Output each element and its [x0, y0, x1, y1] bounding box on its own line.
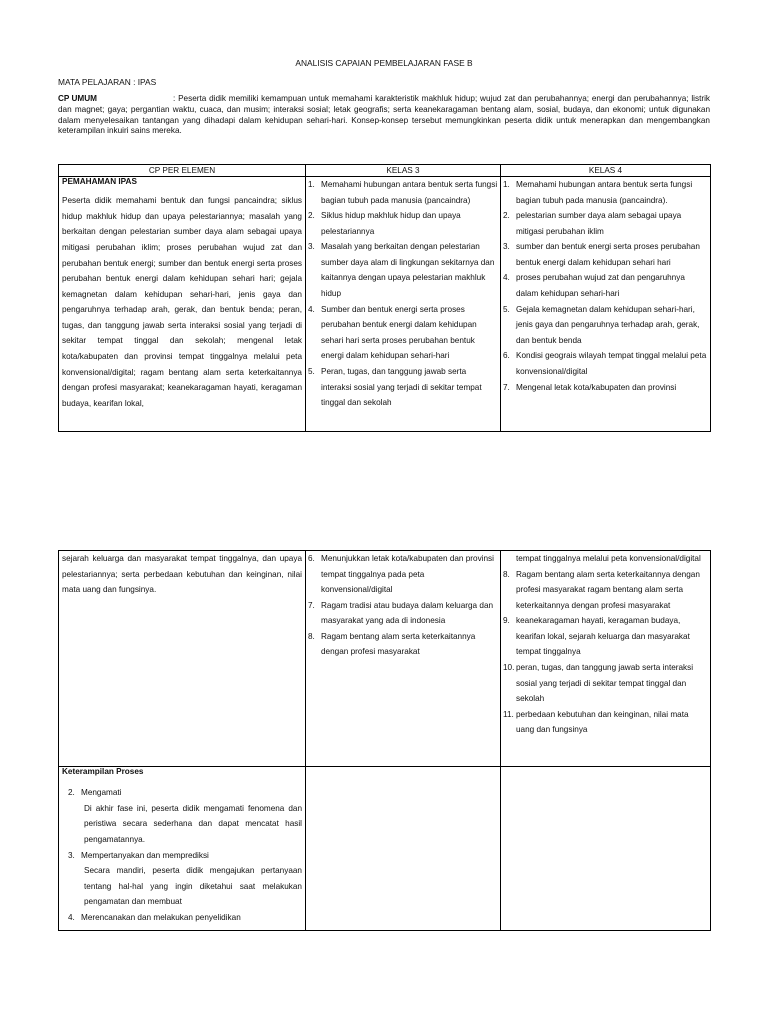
list-item-text: Ragam tradisi atau budaya dalam keluarga dan masyarakat yang ada di indonesia: [321, 600, 494, 626]
list-item-description: Secara mandiri, peserta didik mengajukan pertanyaan tentang hal-hal yang ingin diketahui saat melakukan pengamatan dan membuat: [84, 866, 302, 907]
list-item: [501, 567, 708, 614]
list-item-number: 5.: [308, 366, 315, 376]
list-item: [501, 613, 708, 660]
list-item: [501, 302, 708, 349]
list-item-text: Ragam bentang alam serta keterkaitannya dengan profesi masyarakat ragam bentang alam serta keterkaitannya dengan profesi masyarakat: [516, 569, 700, 610]
table-row: [59, 177, 711, 432]
list-item-text: Mengenal letak kota/kabupaten dan provinsi: [516, 382, 677, 392]
list-item-text: peran, tugas, dan tanggung jawab serta interaksi sosial yang terjadi di sekitar tempat tinggal dan sekolah: [516, 663, 694, 704]
list-item-number: 4.: [503, 273, 510, 283]
keterampilan-cell: [59, 767, 306, 931]
kelas3-cell: [306, 551, 501, 767]
list-item-number: 7.: [308, 600, 315, 610]
list-item-number: 3.: [503, 242, 510, 252]
list-item: [501, 177, 708, 208]
list-item-number: 2.: [68, 788, 75, 798]
list-item-number: 5.: [503, 304, 510, 314]
list-item-number: 3.: [308, 242, 315, 252]
list-item: [501, 208, 708, 239]
cp-table-page2: [58, 550, 711, 931]
list-item-number: 6.: [308, 554, 315, 563]
header-kelas-4: KELAS 4: [501, 165, 711, 177]
list-item-text: Merencanakan dan melakukan penyelidikan: [81, 912, 241, 922]
list-item-text: Memahami hubungan antara bentuk serta fungsi bagian tubuh pada manusia (pancaindra).: [516, 180, 693, 205]
kelas3-list: [306, 177, 500, 411]
header-cp-per-elemen: CP PER ELEMEN: [59, 165, 306, 177]
keterampilan-list: [59, 777, 305, 925]
cp-umum-label: CP UMUM: [58, 94, 97, 103]
list-item-description: Di akhir fase ini, peserta didik mengamati fenomena dan peristiwa secara sederhana dan dapat mencatat hasil pengamatannya.: [84, 803, 302, 844]
list-item: [306, 177, 498, 208]
list-item-number: 11.: [503, 709, 514, 719]
list-item: [306, 208, 498, 239]
list-item-text: sumber dan bentuk energi serta proses perubahan bentuk energi dalam kehidupan sehari hari: [516, 242, 700, 267]
cp-elemen-cell: [59, 551, 306, 767]
list-item: [501, 707, 708, 738]
list-item: [501, 270, 708, 301]
list-item-text: tempat tinggalnya melalui peta konvensional/digital: [516, 554, 701, 563]
list-item-text: Siklus hidup makhluk hidup dan upaya pelestariannya: [321, 211, 461, 236]
list-item-text: Memahami hubungan antara bentuk serta fungsi bagian tubuh pada manusia (pancaindra): [321, 180, 498, 205]
list-item-number: 4.: [68, 912, 75, 922]
list-item: [306, 629, 498, 660]
list-item-text: perbedaan kebutuhan dan keinginan, nilai mata uang dan fungsinya: [516, 709, 689, 735]
header-kelas-3: KELAS 3: [306, 165, 501, 177]
list-item: [501, 348, 708, 379]
list-item-number: 2.: [503, 211, 510, 221]
list-item-text: Masalah yang berkaitan dengan pelestarian sumber daya alam di lingkungan sekitarnya dan kaitannya dengan upaya pelestarian makhluk hidup: [321, 242, 495, 299]
document-title: ANALISIS CAPAIAN PEMBELAJARAN FASE B: [295, 58, 473, 68]
cp-umum-text: : Peserta didik memiliki kemampuan untuk memahami karakteristik makhluk hidup; wujud zat dan perubahannya; energi dan perubahannya; listrik dan magnet; gaya; pergantian waktu, cuaca, dan musim; interaksi sosial; letak geografis; serta keanekaragaman bentang alam, sosial, budaya, dan ekonomi; untuk digunakan dalam menyelesaikan tantangan yang dihadapi dalam kehidupan sehari-hari. Konsep-konsep tersebut memungkinkan peserta didik untuk menerapkan dan mengembangkan keterampilan inkuiri sains mereka.: [58, 94, 710, 136]
list-item: [501, 660, 708, 707]
list-item-text: Menunjukkan letak kota/kabupaten dan provinsi tempat tinggalnya pada peta konvensional/digital: [321, 554, 494, 595]
section-text: Peserta didik memahami bentuk dan fungsi pancaindra; siklus hidup makhluk hidup dan upaya pelestariannya; masalah yang berkaitan dengan pelestarian sumber daya alam sebagai upaya mitigasi perubahan iklim; proses perubahan wujud zat dan perubahan bentuk energi; sumber dan bentuk energi serta proses perubahan bentuk energi dalam kehidupan sehari hari; gejala kemagnetan dalam kehidupan sehari-hari, jenis gaya dan pengaruhnya terhadap arah, gerak, dan bentuk benda; peran, tugas, dan tanggung jawab serta interaksi sosial yang terjadi di sekitar tempat tinggal dan sekolah; mengenal letak kota/kabupaten dan provinsi tempat tinggalnya melalui peta konvensional/digital; ragam bentang alam serta keterkaitannya dengan profesi masyarakat; keanekaragaman hayati, keragaman budaya, kearifan lokal,: [62, 196, 302, 408]
list-item-number: 3.: [68, 850, 75, 860]
list-item-number: 8.: [503, 569, 510, 579]
list-item-text: Gejala kemagnetan dalam kehidupan sehari-hari, jenis gaya dan pengaruhnya terhadap arah, gerak, dan bentuk benda: [516, 304, 700, 345]
list-item: [306, 598, 498, 629]
section-title-keterampilan: Keterampilan Proses: [62, 767, 144, 776]
list-item-text: Ragam bentang alam serta keterkaitannya dengan profesi masyarakat: [321, 631, 476, 657]
list-item: [501, 380, 708, 396]
list-item-text: Kondisi geograis wilayah tempat tinggal melalui peta konvensional/digital: [516, 351, 707, 376]
list-item: [501, 551, 708, 567]
kelas4-cell: [501, 551, 711, 767]
list-item-text: Mempertanyakan dan memprediksi: [81, 850, 209, 860]
kelas4-empty-cell: [501, 767, 711, 931]
list-item-number: 6.: [503, 351, 510, 361]
list-item: [65, 910, 302, 926]
cp-elemen-cell: [59, 177, 306, 432]
list-item-number: 2.: [308, 211, 315, 221]
list-item: [306, 364, 498, 411]
cp-umum-paragraph: [58, 94, 710, 137]
list-item-text: Peran, tugas, dan tanggung jawab serta interaksi sosial yang terjadi di sekitar tempat tinggal dan sekolah: [321, 366, 482, 408]
list-item: [501, 239, 708, 270]
subject-line: MATA PELAJARAN : IPAS: [58, 77, 157, 87]
kelas4-list: [501, 177, 710, 395]
kelas4-cell: [501, 177, 711, 432]
kelas3-empty-cell: [306, 767, 501, 931]
list-item-text: proses perubahan wujud zat dan pengaruhnya dalam kehidupan sehari-hari: [516, 273, 685, 299]
list-item-text: Mengamati: [81, 788, 122, 798]
list-item-text: keanekaragaman hayati, keragaman budaya, kearifan lokal, sejarah keluarga dan masyarakat tempat tinggalnya: [516, 616, 690, 657]
list-item-text: pelestarian sumber daya alam sebagai upaya mitigasi perubahan iklim: [516, 211, 682, 236]
table-row: [59, 551, 711, 767]
list-item: [65, 785, 302, 801]
list-item-number: 1.: [308, 180, 315, 189]
list-item: [65, 848, 302, 864]
kelas4-list: [501, 551, 710, 738]
list-item-number: 10.: [503, 663, 515, 673]
list-item-number: 7.: [503, 382, 510, 392]
kelas3-cell: [306, 177, 501, 432]
list-item: [306, 302, 498, 364]
list-item-number: 1.: [503, 180, 510, 189]
list-item-number: 4.: [308, 304, 315, 314]
table-row: [59, 767, 711, 931]
kelas3-list: [306, 551, 500, 660]
list-item-number: [501, 551, 516, 567]
list-item-text: Sumber dan bentuk energi serta proses perubahan bentuk energi dalam kehidupan sehari hari serta proses perubahan bentuk energi dalam kehidupan sehari-hari: [321, 304, 477, 361]
list-item: [306, 551, 498, 598]
section-text: sejarah keluarga dan masyarakat tempat tinggalnya, dan upaya pelestariannya; serta perbedaan kebutuhan dan keinginan, nilai mata uang dan fungsinya.: [62, 554, 302, 595]
cp-table-page1: [58, 164, 711, 432]
table-header-row: [59, 165, 711, 177]
list-item: [306, 239, 498, 301]
list-item-number: 8.: [308, 631, 315, 641]
list-item-number: 9.: [503, 616, 510, 626]
section-title-pemahaman: PEMAHAMAN IPAS: [62, 177, 137, 186]
